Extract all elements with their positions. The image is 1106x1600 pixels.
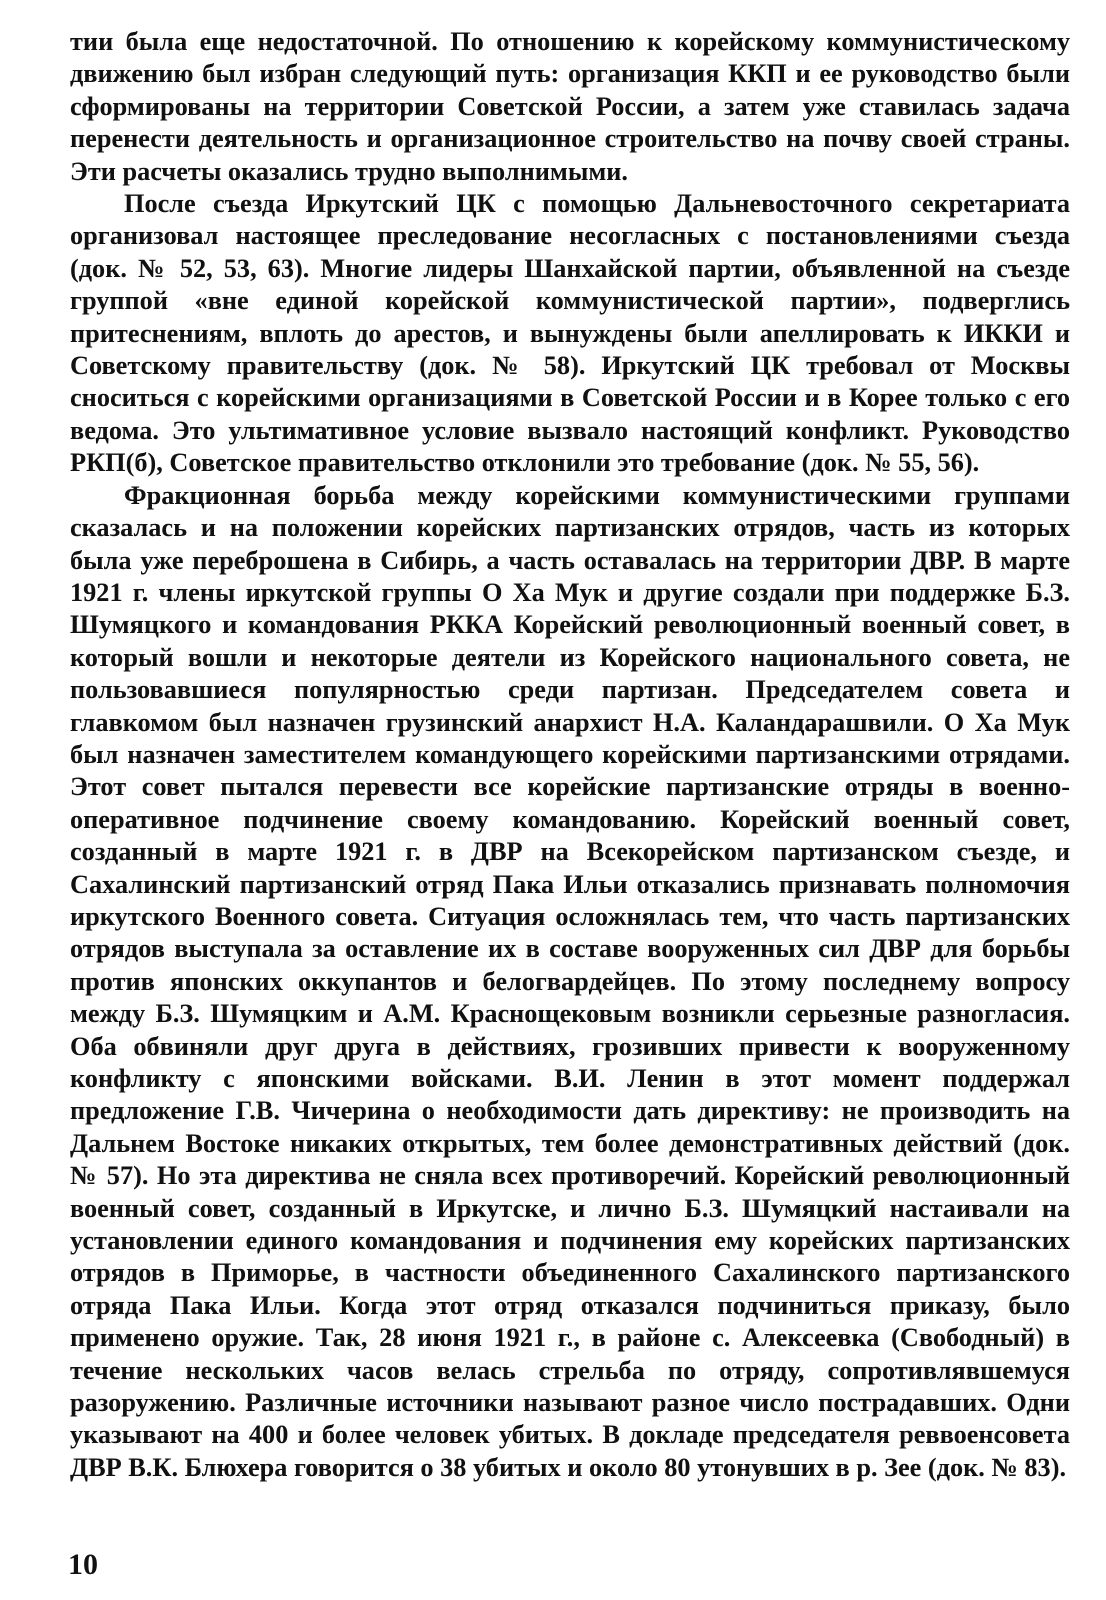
document-body xyxy=(70,26,1070,1484)
paragraph-continuation: тии была еще недостаточной. По отношению к корейскому коммунистическому движению был избран следующий путь: организация ККП и ее руководство были сформированы на территории Советской России, а затем уже ставилась задача перенести деятельность и организационное строительство на почву своей страны. Эти расчеты оказались трудно выполнимыми. xyxy=(70,27,1070,186)
paragraph-irkutsk-cc: После съезда Иркутский ЦК с помощью Дальневосточного секретариата организовал настоящее преследование несогласных с постановлениями съезда (док. № 52, 53, 63). Многие лидеры Шанхайской партии, объявленной на съезде группой «вне единой корейской коммунистической партии», подверглись притеснениям, вплоть до арестов, и вынуждены были апеллировать к ИККИ и Советскому правительству (док. № 58). Иркутский ЦК требовал от Москвы сноситься с корейскими организациями в Советской России и в Корее только с его ведома. Это ультимативное условие вызвало настоящий конфликт. Руководство РКП(б), Советское правительство отклонили это требование (док. № 55, 56). xyxy=(70,189,1070,478)
paragraph-factional-struggle: Фракционная борьба между корейскими коммунистическими группами сказалась и на положении корейских партизанских отрядов, часть из которых была уже переброшена в Сибирь, а часть оставалась на территории ДВР. В марте 1921 г. члены иркутской группы О Ха Мук и другие создали при поддержке Б.З. Шумяцкого и командования РККА Корейский революционный военный совет, в который вошли и некоторые деятели из Корейского национального совета, не пользовавшиеся популярностью среди партизан. Председателем совета и главкомом был назначен грузинский анархист Н.А. Каландарашвили. О Ха Мук был назначен заместителем командующего корейскими партизанскими отрядами. Этот совет пытался перевести все корейские партизанские отряды в военно-оперативное подчинение своему командованию. Корейский военный совет, созданный в марте 1921 г. в ДВР на Всекорейском партизанском съезде, и Сахалинский партизанский отряд Пака Ильи отказались признавать полномочия иркутского Военного совета. Ситуация осложнялась тем, что часть партизанских отрядов выступала за оставление их в составе вооруженных сил ДВР для борьбы против японских оккупантов и белогвардейцев. По этому последнему вопросу между Б.З. Шумяцким и А.М. Краснощековым возникли серьезные разногласия. Оба обвиняли друг друга в действиях, грозивших привести к вооруженному конфликту с японскими войсками. В.И. Ленин в этот момент поддержал предложение Г.В. Чичерина о необходимости дать директиву: не производить на Дальнем Востоке никаких открытых, тем более демонстративных действий (док. № 57). Но эта директива не сняла всех противоречий. Корейский революционный военный совет, созданный в Иркутске, и лично Б.З. Шумяцкий настаивали на установлении единого командования и подчинения ему корейских партизанских отрядов в Приморье, в частности объединенного Сахалинского партизанского отряда Пака Ильи. Когда этот отряд отказался подчиниться приказу, было применено оружие. Так, 28 июня 1921 г., в районе с. Алексеевка (Свободный) в течение нескольких часов велась стрельба по отряду, сопротивлявшемуся разоружению. Различные источники называют разное число пострадавших. Одни указывают на 400 и более человек убитых. В докладе председателя реввоенсовета ДВР В.К. Блюхера говорится о 38 убитых и около 80 утонувших в р. Зее (док. № 83). xyxy=(70,480,1070,1482)
page-number: 10 xyxy=(68,1548,98,1581)
